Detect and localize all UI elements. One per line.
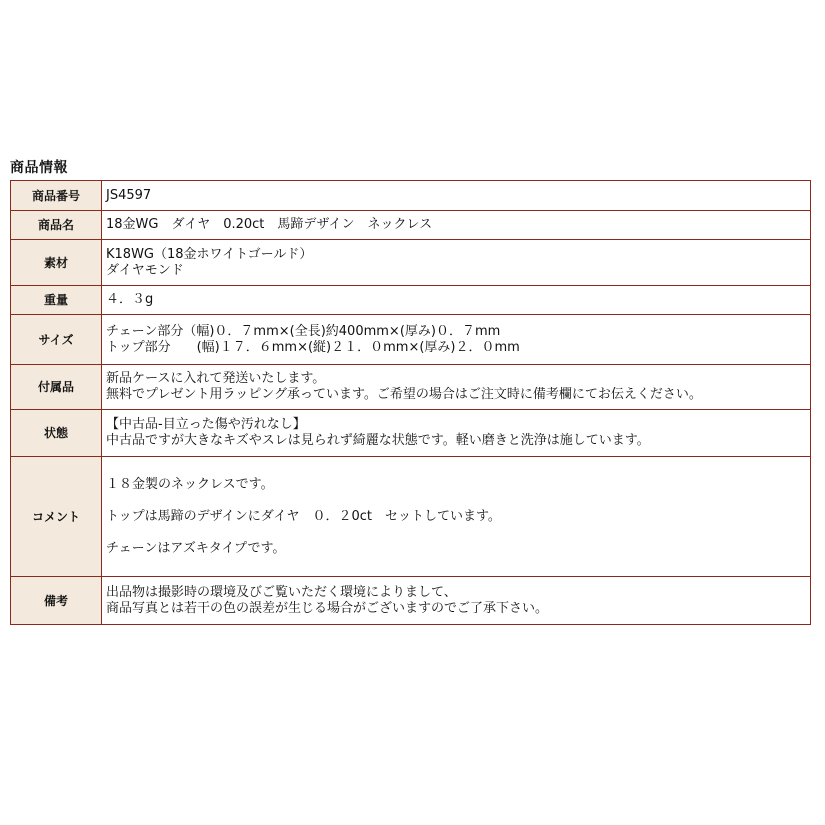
row-label-condition: 状態 <box>11 410 102 457</box>
item-name-text: 18金WG ダイヤ 0.20ct 馬蹄デザイン ネックレス <box>106 217 433 232</box>
row-value-notes <box>102 577 811 625</box>
table-row-comment <box>11 457 811 577</box>
comment-line-2: トップは馬蹄のデザインにダイヤ ０．２0ct セットしています。 <box>106 508 501 524</box>
row-label-item-number: 商品番号 <box>11 181 102 211</box>
size-line-chain: チェーン部分（幅)０．７mm×(全長)約400mm×(厚み)０．７mm <box>106 323 501 339</box>
condition-line-1: 【中古品-目立った傷や汚れなし】 <box>106 417 306 432</box>
row-value-item-number <box>102 181 811 211</box>
row-value-item-name <box>102 211 811 240</box>
condition-line-2: 中古品ですが大きなキズやスレは見られず綺麗な状態です。軽い磨きと洗浄は施しています。 <box>106 433 650 448</box>
row-label-material: 素材 <box>11 240 102 286</box>
accessories-line-2: 無料でプレゼント用ラッピング承っています。ご希望の場合はご注文時に備考欄にてお伝えください。 <box>106 387 702 402</box>
weight-text: ４．３g <box>106 292 154 307</box>
row-value-material <box>102 240 811 286</box>
row-value-accessories <box>102 365 811 410</box>
row-value-size <box>102 315 811 365</box>
product-info-table <box>10 180 811 625</box>
row-value-comment <box>102 457 811 577</box>
table-row-condition <box>11 410 811 457</box>
size-line-top: トップ部分 (幅)１７．６mm×(縦)２１．０mm×(厚み)２．０mm <box>106 339 520 355</box>
comment-line-3: チェーンはアズキタイプです。 <box>106 540 286 556</box>
row-label-item-name: 商品名 <box>11 211 102 240</box>
row-label-size: サイズ <box>11 315 102 365</box>
material-line-2: ダイヤモンド <box>106 262 184 278</box>
table-row-weight <box>11 286 811 315</box>
item-number-text: JS4597 <box>106 187 152 203</box>
table-row-notes <box>11 577 811 625</box>
row-value-weight <box>102 286 811 315</box>
row-label-comment: コメント <box>11 457 102 577</box>
row-label-accessories: 付属品 <box>11 365 102 410</box>
table-row-size <box>11 315 811 365</box>
table-row-accessories <box>11 365 811 410</box>
notes-line-2: 商品写真とは若干の色の誤差が生じる場合がございますのでご了承下さい。 <box>106 600 549 616</box>
row-label-weight: 重量 <box>11 286 102 315</box>
row-value-condition <box>102 410 811 457</box>
table-row-item-number <box>11 181 811 211</box>
notes-line-1: 出品物は撮影時の環境及びご覧いただく環境によりまして、 <box>106 584 457 600</box>
table-row-item-name <box>11 211 811 240</box>
comment-line-1: １８金製のネックレスです。 <box>106 476 274 492</box>
material-line-1: K18WG（18金ホワイトゴールド） <box>106 246 313 262</box>
section-title: 商品情報 <box>10 160 68 176</box>
table-row-material <box>11 240 811 286</box>
accessories-line-1: 新品ケースに入れて発送いたします。 <box>106 371 326 386</box>
row-label-notes: 備考 <box>11 577 102 625</box>
